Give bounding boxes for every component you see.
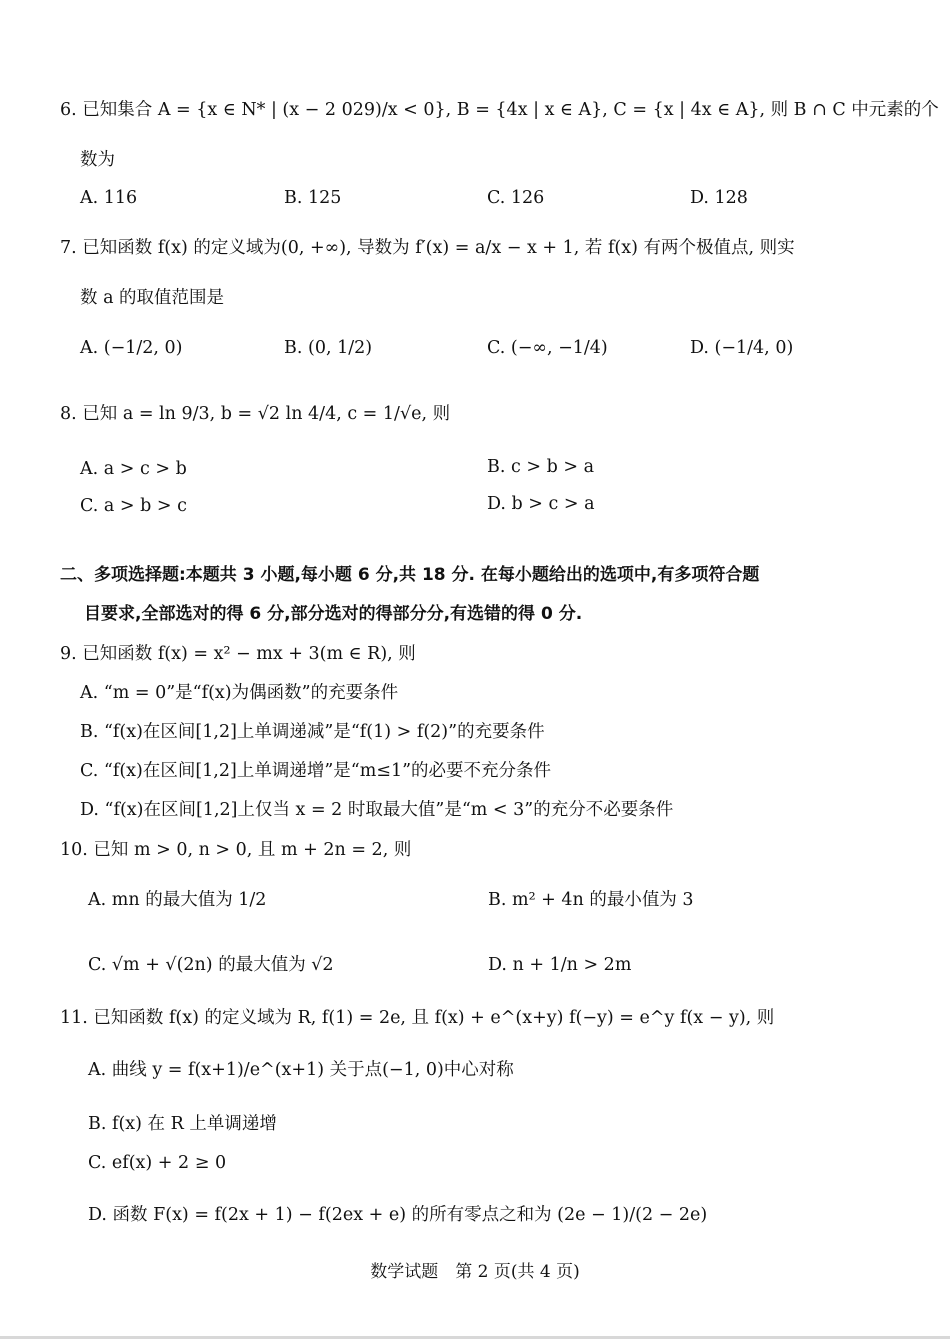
q7-option-a: A. (−1/2, 0) xyxy=(80,338,183,358)
q8-option-d: D. b > c > a xyxy=(487,494,595,514)
q6-option-b: B. 125 xyxy=(284,188,342,208)
q6-stem: 6. 已知集合 A = {x ∈ N* | (x − 2 029)/x < 0}, B = {4x | x ∈ A}, C = {x | 4x ∈ A}, 则 B ∩ C 中元素的个 xyxy=(60,100,939,120)
page-footer: 数学试题 第 2 页(共 4 页) xyxy=(370,1262,580,1282)
q6-option-c: C. 126 xyxy=(487,188,545,208)
q7-stem-continued: 数 a 的取值范围是 xyxy=(80,288,225,308)
q6-option-d: D. 128 xyxy=(690,188,748,208)
q11-option-b: B. f(x) 在 R 上单调递增 xyxy=(88,1114,277,1134)
q9-option-d: D. “f(x)在区间[1,2]上仅当 x = 2 时取最大值”是“m < 3”的充分不必要条件 xyxy=(80,800,674,820)
q7-stem: 7. 已知函数 f(x) 的定义域为(0, +∞), 导数为 f′(x) = a/x − x + 1, 若 f(x) 有两个极值点, 则实 xyxy=(60,238,795,258)
q8-option-a: A. a > c > b xyxy=(80,459,187,479)
q8-option-b: B. c > b > a xyxy=(487,457,594,477)
q11-stem: 11. 已知函数 f(x) 的定义域为 R, f(1) = 2e, 且 f(x) + e^(x+y) f(−y) = e^y f(x − y), 则 xyxy=(60,1008,775,1028)
q9-option-a: A. “m = 0”是“f(x)为偶函数”的充要条件 xyxy=(80,683,399,703)
q10-stem: 10. 已知 m > 0, n > 0, 且 m + 2n = 2, 则 xyxy=(60,840,412,860)
q8-option-c: C. a > b > c xyxy=(80,496,187,516)
q10-option-d: D. n + 1/n > 2m xyxy=(488,955,632,975)
q7-option-d: D. (−1/4, 0) xyxy=(690,338,794,358)
section2-instructions-line1: 二、多项选择题:本题共 3 小题,每小题 6 分,共 18 分. 在每小题给出的选项中,有多项符合题 xyxy=(60,565,760,585)
q7-option-c: C. (−∞, −1/4) xyxy=(487,338,608,358)
q8-stem: 8. 已知 a = ln 9/3, b = √2 ln 4/4, c = 1/√e, 则 xyxy=(60,404,451,424)
q11-option-d: D. 函数 F(x) = f(2x + 1) − f(2ex + e) 的所有零点之和为 (2e − 1)/(2 − 2e) xyxy=(88,1205,708,1225)
q11-option-c: C. ef(x) + 2 ≥ 0 xyxy=(88,1153,227,1173)
q10-option-b: B. m² + 4n 的最小值为 3 xyxy=(488,890,694,910)
q7-option-b: B. (0, 1/2) xyxy=(284,338,373,358)
q6-stem-continued: 数为 xyxy=(80,150,115,170)
q9-option-c: C. “f(x)在区间[1,2]上单调递增”是“m≤1”的必要不充分条件 xyxy=(80,761,552,781)
q9-option-b: B. “f(x)在区间[1,2]上单调递减”是“f(1) > f(2)”的充要条件 xyxy=(80,722,545,742)
q6-option-a: A. 116 xyxy=(80,188,138,208)
q10-option-a: A. mn 的最大值为 1/2 xyxy=(88,890,267,910)
section2-instructions-line2: 目要求,全部选对的得 6 分,部分选对的得部分分,有选错的得 0 分. xyxy=(84,604,583,624)
q11-option-a: A. 曲线 y = f(x+1)/e^(x+1) 关于点(−1, 0)中心对称 xyxy=(88,1060,514,1080)
page-bottom-edge xyxy=(0,1336,950,1339)
q9-stem: 9. 已知函数 f(x) = x² − mx + 3(m ∈ R), 则 xyxy=(60,644,416,664)
q10-option-c: C. √m + √(2n) 的最大值为 √2 xyxy=(88,955,334,975)
